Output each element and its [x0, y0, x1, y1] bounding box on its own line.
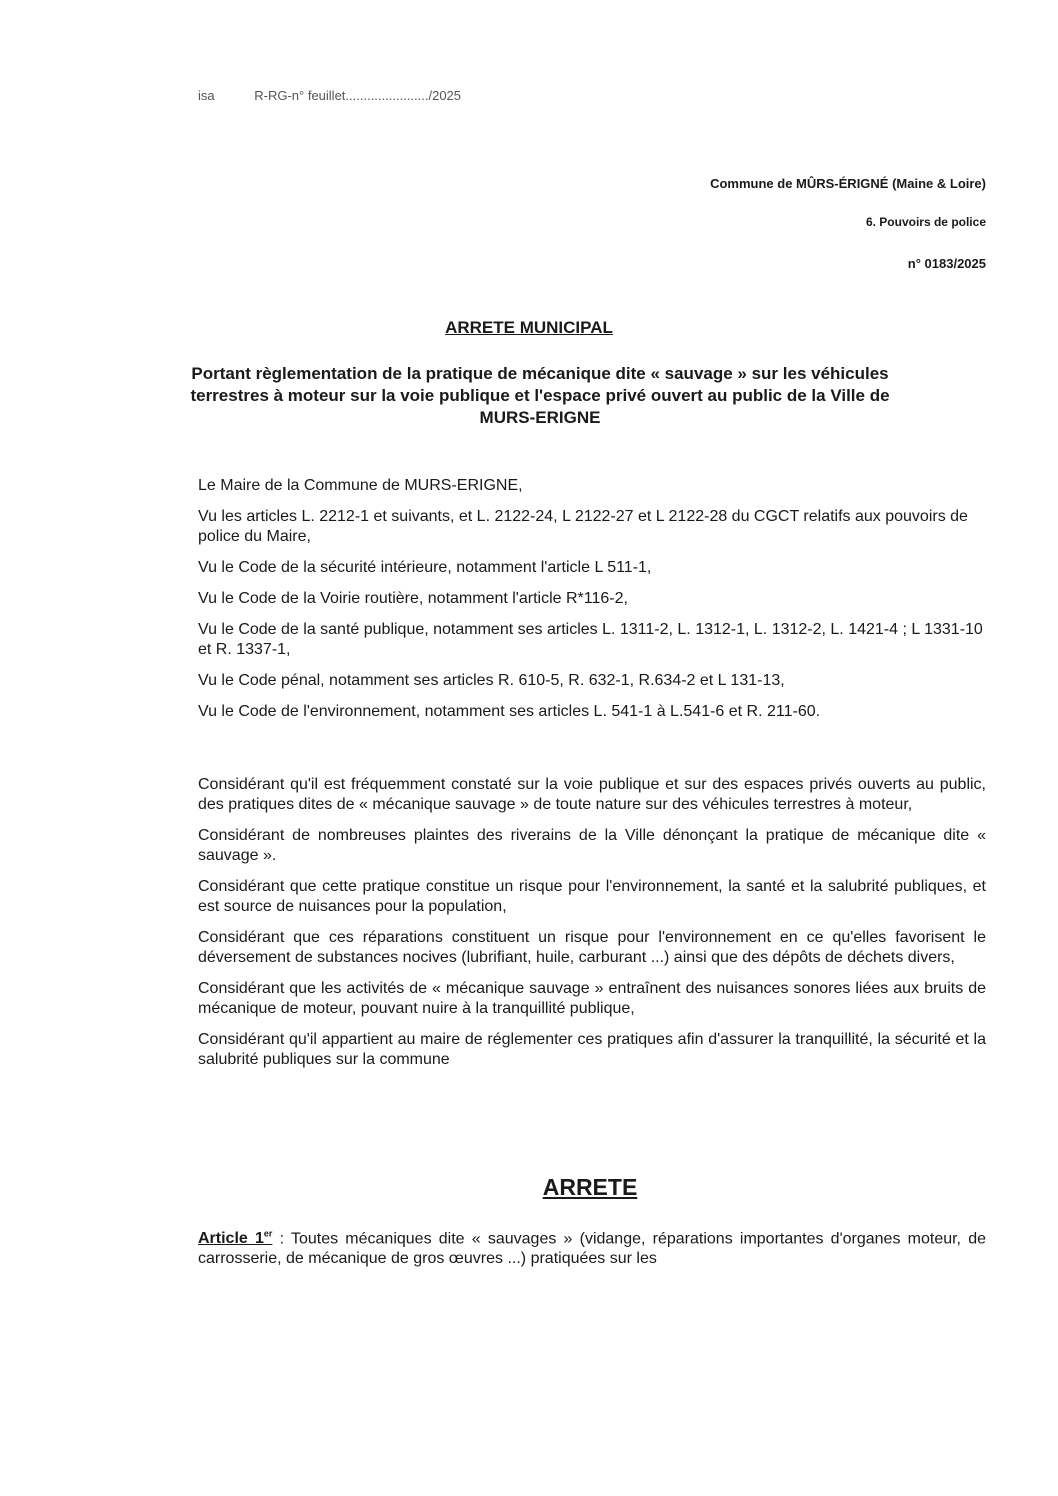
sheet-reference: R-RG-n° feuillet......................./2025: [254, 88, 462, 103]
visas-section: [198, 476, 986, 733]
considerant-paragraph: Considérant que cette pratique constitue un risque pour l'environnement, la santé et la salubrité publiques, et est source de nuisances pour la population,: [198, 878, 986, 915]
commune-name: Commune de MÛRS-ÉRIGNÉ (Maine & Loire): [710, 176, 986, 191]
considerant-paragraph: Considérant de nombreuses plaintes des riverains de la Ville dénonçant la pratique de mécanique dite « sauvage ».: [198, 827, 986, 864]
article-1: [198, 1224, 986, 1269]
considerant-paragraph: Considérant que ces réparations constituent un risque pour l'environnement en ce qu'elles favorisent le déversement de substances nocives (lubrifiant, huile, carburant ...) ainsi que des dépôts de déchets divers,: [198, 929, 986, 966]
visa-paragraph: Vu le Code pénal, notamment ses articles R. 610-5, R. 632-1, R.634-2 et L 131-13,: [198, 672, 785, 689]
decision-heading: ARRETE: [542, 1174, 638, 1200]
reference-line: [198, 88, 461, 103]
decree-number: n° 0183/2025: [907, 256, 986, 271]
article-1-label: Article 1er: [198, 1229, 273, 1248]
visa-paragraph: Vu le Code de l'environnement, notamment ses articles L. 541-1 à L.541-6 et R. 211-60.: [198, 703, 821, 720]
visa-paragraph: Vu le Code de la sécurité intérieure, notamment l'article L 511-1,: [198, 559, 652, 576]
considerant-paragraph: Considérant qu'il appartient au maire de réglementer ces pratiques afin d'assurer la tranquillité, la sécurité et la salubrité publiques sur la commune: [198, 1031, 986, 1068]
considerant-paragraph: Considérant qu'il est fréquemment constaté sur la voie publique et sur des espaces privés ouverts au public, des pratiques dites de « mécanique sauvage » de toute nature sur des véhicules terrestres à moteur,: [198, 776, 986, 813]
document-title: ARRETE MUNICIPAL: [445, 318, 613, 337]
visa-paragraph: Vu les articles L. 2212-1 et suivants, et L. 2122-24, L 2122-27 et L 2122-28 du CGCT relatifs aux pouvoirs de police du Maire,: [198, 508, 968, 545]
visa-paragraph: Vu le Code de la santé publique, notamment ses articles L. 1311-2, L. 1312-1, L. 1312-2, L. 1421-4 ; L 1331-10 et R. 1337-1,: [198, 621, 983, 658]
article-1-text: : Toutes mécaniques dite « sauvages » (vidange, réparations importantes d'organes moteur, de carrosserie, de mécanique de gros œuvres ...) pratiquées sur les: [198, 1230, 986, 1268]
considerant-paragraph: Considérant que les activités de « mécanique sauvage » entraînent des nuisances sonores liées aux bruits de mécanique de moteur, pouvant nuire à la tranquillité publique,: [198, 980, 986, 1017]
initials: isa: [198, 88, 215, 103]
category: 6. Pouvoirs de police: [865, 215, 986, 229]
document-subtitle: Portant règlementation de la pratique de mécanique dite « sauvage » sur les véhicules terrestres à moteur sur la voie publique et l'espace privé ouvert au public de la Ville de MURS-ERIGNE: [190, 364, 890, 427]
visa-paragraph: Le Maire de la Commune de MURS-ERIGNE,: [198, 477, 523, 494]
visa-paragraph: Vu le Code de la Voirie routière, notamment l'article R*116-2,: [198, 590, 628, 607]
considerants-section: [198, 775, 986, 1081]
